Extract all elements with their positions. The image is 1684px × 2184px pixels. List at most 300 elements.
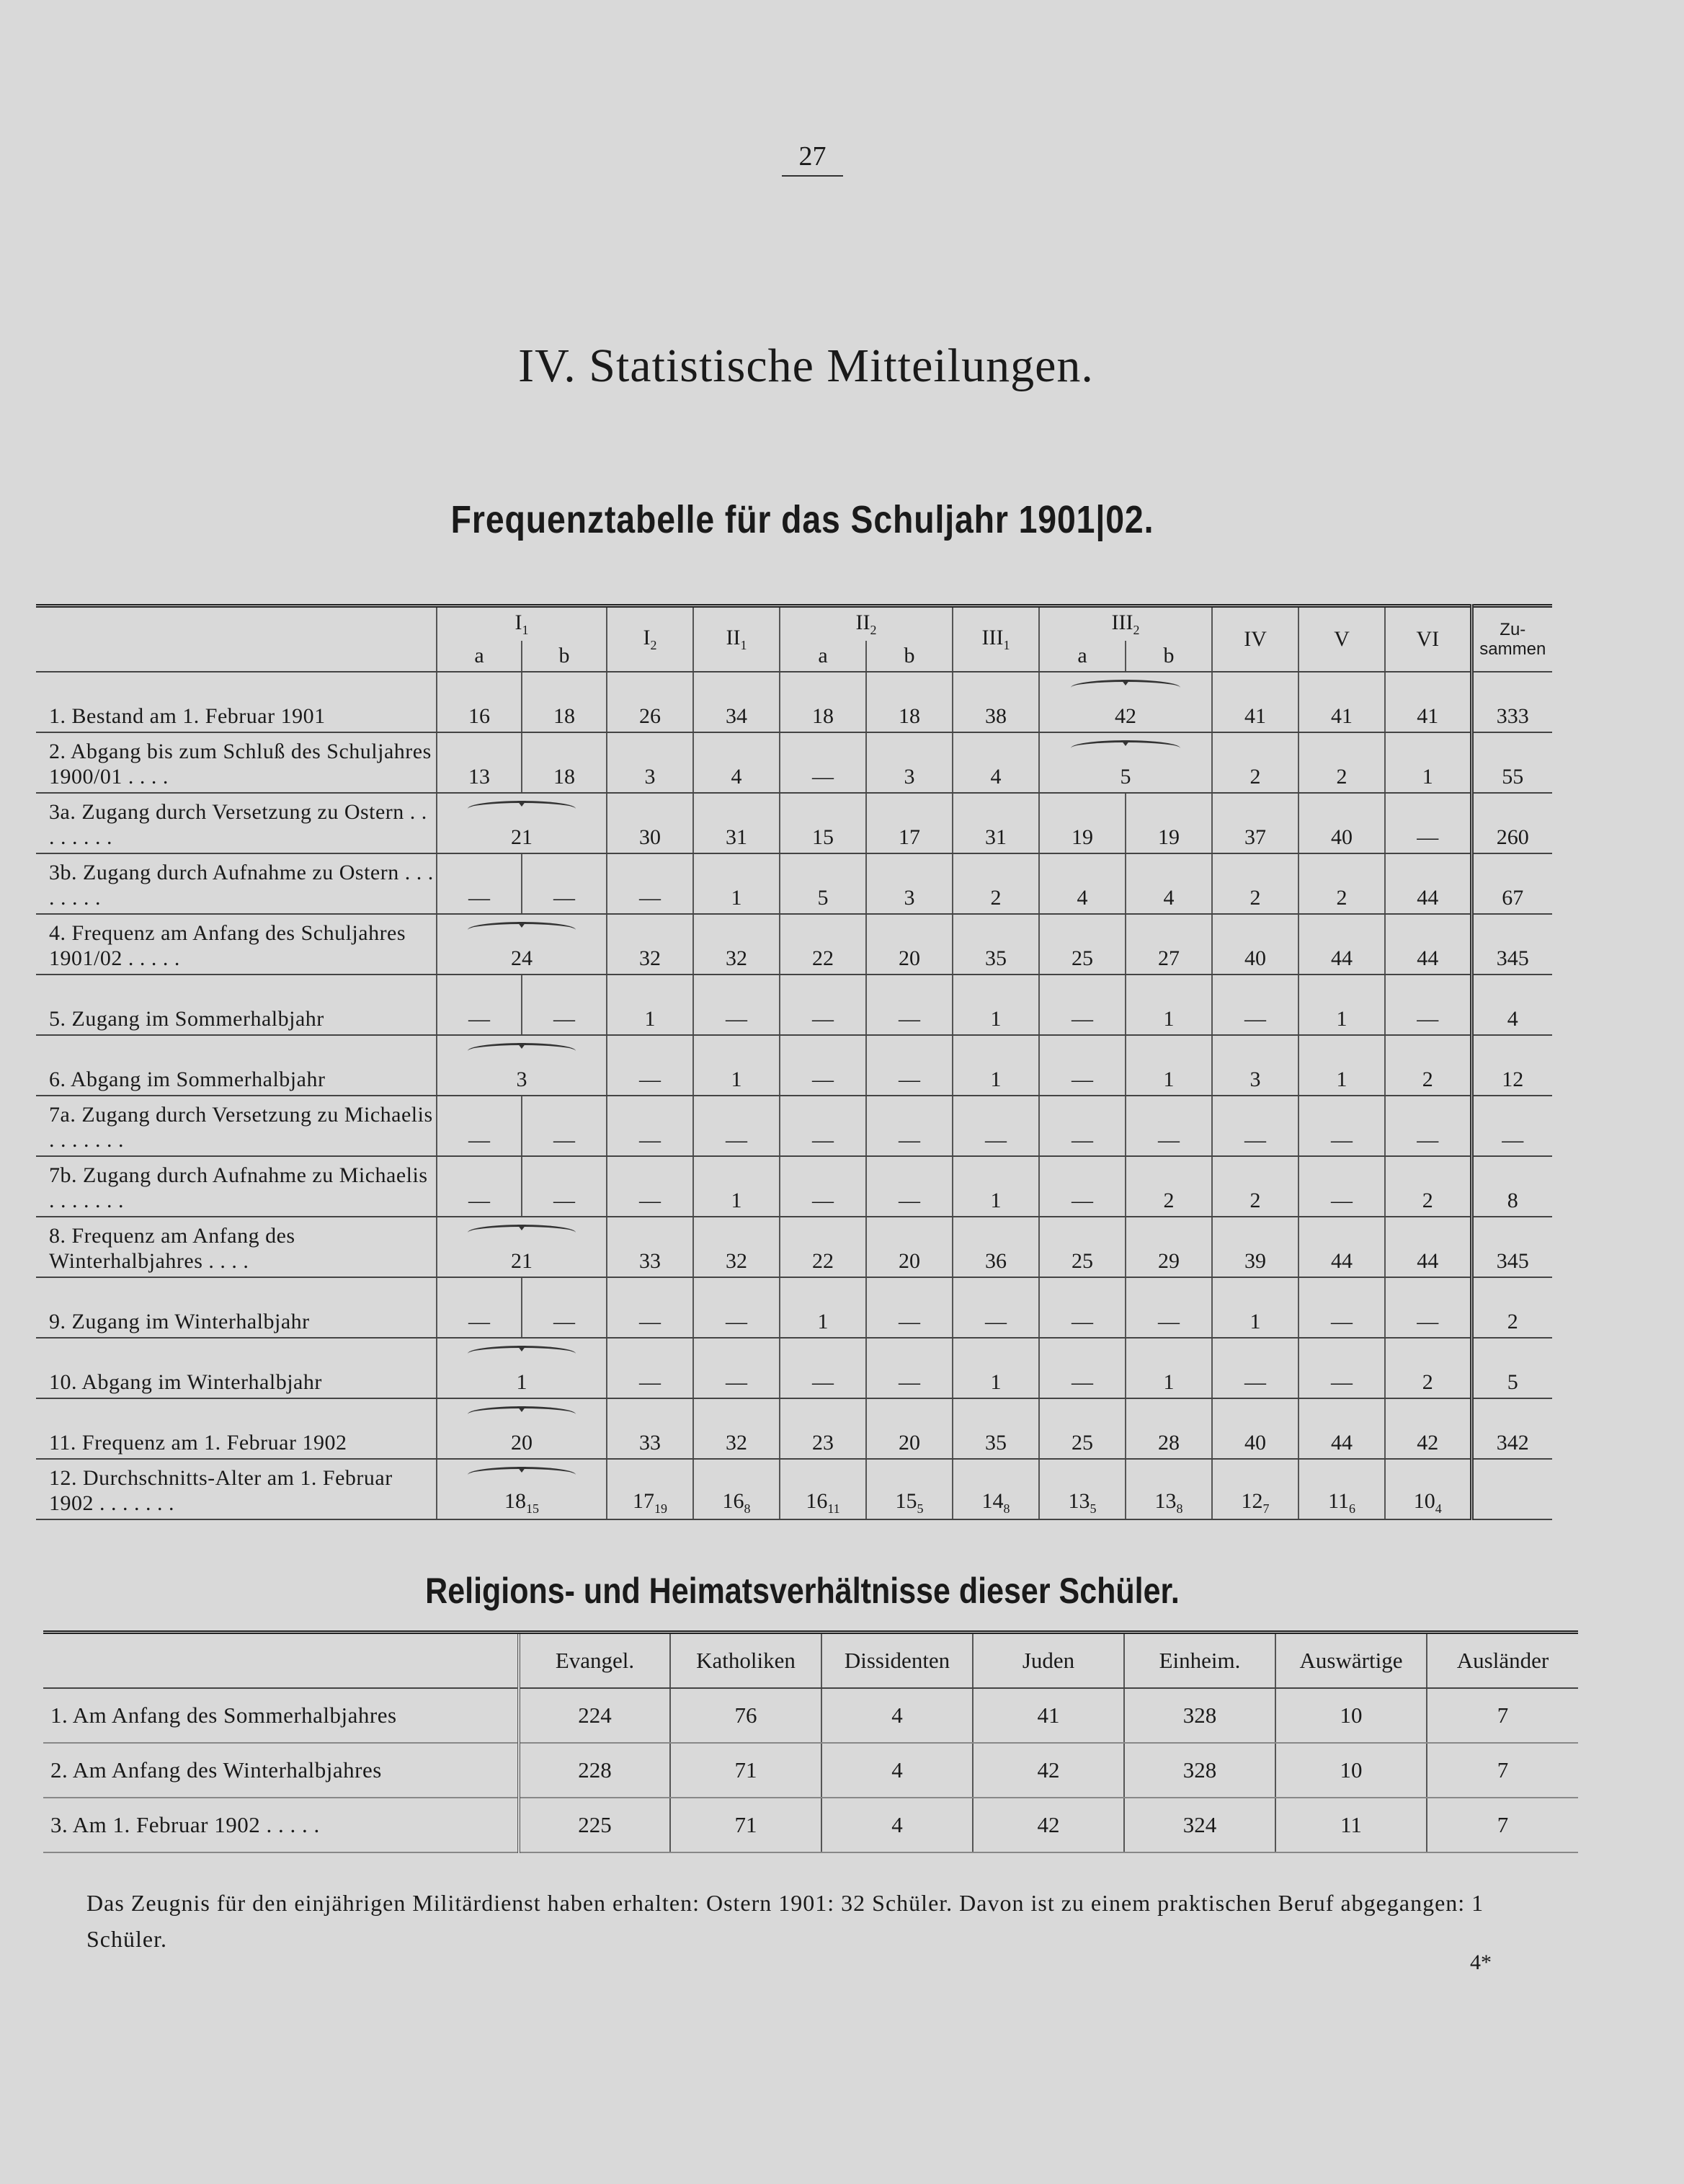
table-cell: — <box>1212 975 1298 1035</box>
class-header: $I_2$ <box>607 606 693 672</box>
religion-cell: 42 <box>973 1798 1124 1852</box>
table-cell: 333 <box>1471 672 1552 732</box>
table-cell: 2 <box>1212 853 1298 914</box>
table-cell: — <box>866 975 953 1035</box>
table-cell: — <box>693 1096 780 1156</box>
table-row <box>36 1338 1552 1398</box>
table-cell: 342 <box>1471 1398 1552 1459</box>
table-cell: — <box>693 1338 780 1398</box>
table-cell: 1 <box>1385 732 1471 793</box>
religion-cell: 42 <box>973 1743 1124 1798</box>
subdivision-header: b <box>866 641 953 672</box>
brace-mark <box>468 1043 576 1051</box>
religion-cell: 4 <box>821 1798 973 1852</box>
religion-row-label: 1. Am Anfang des Sommerhalbjahres <box>43 1688 519 1743</box>
table-row <box>36 853 1552 914</box>
religion-row <box>43 1688 1578 1743</box>
table-cell: — <box>437 853 522 914</box>
table-cell <box>1298 1459 1385 1519</box>
table-cell <box>1039 732 1212 793</box>
table-cell: 22 <box>780 914 866 975</box>
table-cell: 32 <box>693 1217 780 1277</box>
class-header: VI <box>1385 606 1471 672</box>
table-cell: 3 <box>866 732 953 793</box>
signature-mark: 4* <box>1470 1950 1492 1974</box>
decimal-subscript: 1 <box>1003 638 1010 653</box>
table-cell: 39 <box>1212 1217 1298 1277</box>
brace-mark <box>468 1346 576 1354</box>
class-header: IV <box>1212 606 1298 672</box>
decimal-subscript: 19 <box>654 1501 667 1516</box>
table-cell: 29 <box>1126 1217 1212 1277</box>
table-cell: — <box>522 1277 607 1338</box>
table-cell: — <box>1385 1277 1471 1338</box>
table-cell: 15 <box>780 793 866 853</box>
religion-cell: 76 <box>670 1688 821 1743</box>
table-cell <box>1212 1459 1298 1519</box>
total-header-top: Zu- <box>1500 619 1526 639</box>
table-cell: 5 <box>1471 1338 1552 1398</box>
table-cell: 2 <box>1212 732 1298 793</box>
religion-cell: 41 <box>973 1688 1124 1743</box>
subdivision-header: a <box>1039 641 1126 672</box>
cell-value: $18_{15}$ <box>504 1488 539 1516</box>
table-row <box>36 672 1552 732</box>
table-cell: 44 <box>1385 853 1471 914</box>
table-cell <box>1385 1459 1471 1519</box>
table-cell: — <box>522 975 607 1035</box>
decimal-subscript: 6 <box>1348 1501 1355 1516</box>
row-label: 3b. Zugang durch Aufnahme zu Ostern . . . . . . . . <box>36 853 437 914</box>
table-cell: 1 <box>1298 975 1385 1035</box>
table-cell: — <box>693 975 780 1035</box>
cell-value: $12_7$ <box>1241 1488 1270 1516</box>
table-cell: — <box>866 1156 953 1217</box>
table-cell: 26 <box>607 672 693 732</box>
decimal-subscript: 2 <box>650 638 657 653</box>
table-cell: — <box>437 1096 522 1156</box>
table-cell <box>437 1217 607 1277</box>
table-cell: 20 <box>866 1217 953 1277</box>
table-cell: 1 <box>1298 1035 1385 1096</box>
table-cell: 19 <box>1039 793 1126 853</box>
religion-cell: 4 <box>821 1688 973 1743</box>
table-cell: 1 <box>1126 1035 1212 1096</box>
table-cell: 35 <box>953 1398 1039 1459</box>
religion-column-header: Katholiken <box>670 1633 821 1689</box>
table-cell: 17 <box>866 793 953 853</box>
table-cell: 4 <box>1471 975 1552 1035</box>
brace-mark <box>468 1225 576 1233</box>
row-label: 5. Zugang im Sommerhalbjahr <box>36 975 437 1035</box>
table-cell: 44 <box>1385 914 1471 975</box>
table-cell: — <box>607 1035 693 1096</box>
table-cell: 2 <box>1298 853 1385 914</box>
cell-value: 24 <box>511 946 533 970</box>
religion-header-row <box>43 1633 1578 1689</box>
table-cell: 1 <box>953 1156 1039 1217</box>
decimal-subscript: 1 <box>522 623 529 637</box>
table-cell: — <box>1298 1096 1385 1156</box>
table-cell: — <box>1039 1096 1126 1156</box>
cell-value: 1 <box>516 1370 527 1394</box>
table-cell: — <box>522 853 607 914</box>
religion-row-label: 2. Am Anfang des Winterhalbjahres <box>43 1743 519 1798</box>
row-label: 11. Frequenz am 1. Februar 1902 <box>36 1398 437 1459</box>
table-cell: 2 <box>953 853 1039 914</box>
table-cell: 18 <box>866 672 953 732</box>
religion-cell: 7 <box>1427 1798 1578 1852</box>
class-header: $II_2$ <box>780 606 953 641</box>
table-cell: 1 <box>1126 1338 1212 1398</box>
religion-column-header: Auswärtige <box>1275 1633 1427 1689</box>
table-cell: 32 <box>607 914 693 975</box>
table-cell: 33 <box>607 1398 693 1459</box>
table-cell: 1 <box>607 975 693 1035</box>
table-cell: — <box>693 1277 780 1338</box>
table-cell <box>1039 672 1212 732</box>
table-cell: 3 <box>607 732 693 793</box>
religion-table <box>43 1630 1578 1853</box>
row-label: 6. Abgang im Sommerhalbjahr <box>36 1035 437 1096</box>
table-cell: 3 <box>1212 1035 1298 1096</box>
table-cell: 13 <box>437 732 522 793</box>
header-corner <box>36 606 437 672</box>
table-cell <box>607 1459 693 1519</box>
table-cell: — <box>1212 1096 1298 1156</box>
table-cell: — <box>607 1277 693 1338</box>
table-cell: 30 <box>607 793 693 853</box>
class-header: V <box>1298 606 1385 672</box>
table-cell <box>437 1035 607 1096</box>
brace-mark <box>468 801 576 809</box>
cell-value: 5 <box>1120 764 1131 789</box>
header-row-classes <box>36 606 1552 641</box>
table-cell: 27 <box>1126 914 1212 975</box>
table-cell: 2 <box>1126 1156 1212 1217</box>
table-cell: 18 <box>522 732 607 793</box>
table-cell: — <box>1385 1096 1471 1156</box>
religion-cell: 225 <box>519 1798 670 1852</box>
table-cell: 260 <box>1471 793 1552 853</box>
cell-value: $15_5$ <box>895 1488 924 1516</box>
table-cell: — <box>1298 1277 1385 1338</box>
table-cell: 1 <box>693 1156 780 1217</box>
table-cell <box>437 1338 607 1398</box>
decimal-subscript: 1 <box>740 638 747 653</box>
table-cell: 33 <box>607 1217 693 1277</box>
table-row <box>36 1096 1552 1156</box>
row-label: 3a. Zugang durch Versetzung zu Ostern . . . . . . . . <box>36 793 437 853</box>
decimal-subscript: 4 <box>1435 1501 1442 1516</box>
total-header-bottom: sammen <box>1479 639 1546 660</box>
table-cell: 2 <box>1385 1156 1471 1217</box>
table-cell: — <box>1385 793 1471 853</box>
row-label: 9. Zugang im Winterhalbjahr <box>36 1277 437 1338</box>
table-cell: 2 <box>1385 1338 1471 1398</box>
religion-cell: 11 <box>1275 1798 1427 1852</box>
table-cell <box>437 1459 607 1519</box>
religion-cell: 224 <box>519 1688 670 1743</box>
cell-value: $13_5$ <box>1068 1488 1097 1516</box>
cell-value: $13_8$ <box>1154 1488 1183 1516</box>
table-row <box>36 1156 1552 1217</box>
table-cell: 38 <box>953 672 1039 732</box>
table-cell: — <box>1039 1338 1126 1398</box>
cell-value: $10_4$ <box>1413 1488 1442 1516</box>
row-label: 7b. Zugang durch Aufnahme zu Michaelis . . . . . . . <box>36 1156 437 1217</box>
table-cell: 1 <box>953 975 1039 1035</box>
table-cell: 44 <box>1385 1217 1471 1277</box>
religion-cell: 324 <box>1124 1798 1275 1852</box>
table-cell: 41 <box>1298 672 1385 732</box>
table-cell: — <box>607 1338 693 1398</box>
row-label: 4. Frequenz am Anfang des Schuljahres 1901/02 . . . . . <box>36 914 437 975</box>
religion-title: Religions- und Heimatsverhältnisse dieser Schüler. <box>425 1571 1180 1611</box>
table-cell: 20 <box>866 1398 953 1459</box>
brace-mark <box>1071 680 1180 688</box>
cell-value: $17_{19}$ <box>633 1488 667 1516</box>
table-row <box>36 732 1552 793</box>
table-cell: 1 <box>1126 975 1212 1035</box>
table-cell: 22 <box>780 1217 866 1277</box>
table-cell: — <box>1471 1096 1552 1156</box>
subdivision-header: b <box>522 641 607 672</box>
table-cell: — <box>607 1156 693 1217</box>
decimal-subscript: 7 <box>1262 1501 1270 1516</box>
table-cell: 32 <box>693 1398 780 1459</box>
table-cell: — <box>607 1096 693 1156</box>
table-cell: 37 <box>1212 793 1298 853</box>
decimal-subscript: 5 <box>917 1501 924 1516</box>
class-header: $I_1$ <box>437 606 607 641</box>
table-row <box>36 1277 1552 1338</box>
table-cell: 40 <box>1212 1398 1298 1459</box>
table-cell: — <box>780 1156 866 1217</box>
brace-mark <box>468 922 576 930</box>
table-cell: 44 <box>1298 1217 1385 1277</box>
table-cell <box>1039 1459 1126 1519</box>
table-cell: — <box>1039 975 1126 1035</box>
decimal-subscript: 2 <box>870 623 877 637</box>
religion-cell: 7 <box>1427 1743 1578 1798</box>
cell-value: 20 <box>511 1430 533 1455</box>
table-cell <box>437 914 607 975</box>
table-cell: 25 <box>1039 1398 1126 1459</box>
decimal-subscript: 5 <box>1090 1501 1097 1516</box>
cell-value: 42 <box>1115 703 1137 728</box>
table-cell: 3 <box>866 853 953 914</box>
table-cell: 41 <box>1212 672 1298 732</box>
row-label: 10. Abgang im Winterhalbjahr <box>36 1338 437 1398</box>
table-cell: 35 <box>953 914 1039 975</box>
table-cell: — <box>437 1277 522 1338</box>
religion-cell: 7 <box>1427 1688 1578 1743</box>
religion-cell: 228 <box>519 1743 670 1798</box>
table-cell: 36 <box>953 1217 1039 1277</box>
religion-row-label: 3. Am 1. Februar 1902 . . . . . <box>43 1798 519 1852</box>
table-cell: 18 <box>780 672 866 732</box>
cell-value: $14_8$ <box>981 1488 1010 1516</box>
table-cell: — <box>1212 1338 1298 1398</box>
religion-cell: 10 <box>1275 1688 1427 1743</box>
religion-column-header: Ausländer <box>1427 1633 1578 1689</box>
table-cell: 2 <box>1212 1156 1298 1217</box>
table-cell: 5 <box>780 853 866 914</box>
table-row <box>36 1459 1552 1519</box>
table-cell: — <box>866 1035 953 1096</box>
table-cell <box>437 793 607 853</box>
table-row <box>36 1035 1552 1096</box>
table-cell: 20 <box>866 914 953 975</box>
table-cell: — <box>522 1096 607 1156</box>
table-cell: 4 <box>1126 853 1212 914</box>
religion-cell: 4 <box>821 1743 973 1798</box>
row-label: 7a. Zugang durch Versetzung zu Michaelis . . . . . . . <box>36 1096 437 1156</box>
table-cell: — <box>437 1156 522 1217</box>
religion-cell: 328 <box>1124 1688 1275 1743</box>
table-cell: 55 <box>1471 732 1552 793</box>
religion-cell: 71 <box>670 1743 821 1798</box>
table-cell: 44 <box>1298 1398 1385 1459</box>
table-cell: — <box>1298 1156 1385 1217</box>
table-cell: — <box>866 1096 953 1156</box>
table-row <box>36 914 1552 975</box>
subdivision-header: a <box>437 641 522 672</box>
table-cell: 32 <box>693 914 780 975</box>
table-cell: 4 <box>693 732 780 793</box>
table-cell <box>693 1459 780 1519</box>
religion-row <box>43 1743 1578 1798</box>
table-cell: — <box>1039 1035 1126 1096</box>
table-cell: 2 <box>1385 1035 1471 1096</box>
table-cell: 31 <box>693 793 780 853</box>
table-cell: 1 <box>780 1277 866 1338</box>
table-cell: — <box>780 975 866 1035</box>
class-header: $III_2$ <box>1039 606 1212 641</box>
table-cell: 1 <box>693 1035 780 1096</box>
subdivision-header: b <box>1126 641 1212 672</box>
table-cell: — <box>437 975 522 1035</box>
religion-column-header: Juden <box>973 1633 1124 1689</box>
table-row <box>36 975 1552 1035</box>
table-cell: — <box>522 1156 607 1217</box>
table-cell: — <box>953 1096 1039 1156</box>
table-cell: 1 <box>953 1338 1039 1398</box>
table-cell: 40 <box>1212 914 1298 975</box>
section-title: IV. Statistische Mitteilungen. <box>518 339 1094 392</box>
row-label: 1. Bestand am 1. Februar 1901 <box>36 672 437 732</box>
table-cell <box>780 1459 866 1519</box>
table-cell: 25 <box>1039 914 1126 975</box>
table-cell: 40 <box>1298 793 1385 853</box>
cell-value: 3 <box>516 1067 527 1091</box>
table-cell: — <box>866 1277 953 1338</box>
table-cell: 1 <box>693 853 780 914</box>
table-cell: 345 <box>1471 1217 1552 1277</box>
religion-cell: 328 <box>1124 1743 1275 1798</box>
table-cell: 1 <box>1212 1277 1298 1338</box>
table-cell: 42 <box>1385 1398 1471 1459</box>
table-row <box>36 1217 1552 1277</box>
decimal-subscript: 15 <box>526 1501 539 1516</box>
religion-row <box>43 1798 1578 1852</box>
table-cell: 41 <box>1385 672 1471 732</box>
table-cell: — <box>1298 1338 1385 1398</box>
religion-column-header: Dissidenten <box>821 1633 973 1689</box>
table-cell: — <box>1039 1156 1126 1217</box>
table-cell: — <box>1126 1277 1212 1338</box>
religion-column-header: Einheim. <box>1124 1633 1275 1689</box>
row-label: 8. Frequenz am Anfang des Winterhalbjahres . . . . <box>36 1217 437 1277</box>
table-cell: — <box>953 1277 1039 1338</box>
table-cell: — <box>780 1096 866 1156</box>
religion-cell: 10 <box>1275 1743 1427 1798</box>
frequency-table <box>36 604 1552 1520</box>
cell-value: 21 <box>511 1248 533 1273</box>
table-cell: — <box>1039 1277 1126 1338</box>
cell-value: $16_8$ <box>722 1488 751 1516</box>
table-cell: — <box>866 1338 953 1398</box>
table-cell: 4 <box>1039 853 1126 914</box>
table-cell <box>437 1398 607 1459</box>
table-title: Frequenztabelle für das Schuljahr 1901|02. <box>450 498 1154 541</box>
table-cell: 19 <box>1126 793 1212 853</box>
table-cell: — <box>780 732 866 793</box>
subdivision-header: a <box>780 641 866 672</box>
religion-column-header: Evangel. <box>519 1633 670 1689</box>
table-cell: 16 <box>437 672 522 732</box>
religion-cell: 71 <box>670 1798 821 1852</box>
table-cell: 4 <box>953 732 1039 793</box>
table-cell <box>1471 1459 1552 1519</box>
table-row <box>36 1398 1552 1459</box>
table-cell: 28 <box>1126 1398 1212 1459</box>
cell-value: 21 <box>511 825 533 849</box>
table-cell: 345 <box>1471 914 1552 975</box>
religion-corner <box>43 1633 519 1689</box>
decimal-subscript: 8 <box>744 1501 751 1516</box>
table-cell: 31 <box>953 793 1039 853</box>
table-cell: — <box>780 1338 866 1398</box>
cell-value: $11_6$ <box>1328 1488 1355 1516</box>
table-cell: — <box>780 1035 866 1096</box>
row-label: 12. Durchschnitts-Alter am 1. Februar 1902 . . . . . . . <box>36 1459 437 1519</box>
table-cell: 23 <box>780 1398 866 1459</box>
table-cell: — <box>607 853 693 914</box>
class-header: $III_1$ <box>953 606 1039 672</box>
table-cell <box>953 1459 1039 1519</box>
decimal-subscript: 8 <box>1176 1501 1183 1516</box>
table-cell <box>1126 1459 1212 1519</box>
footnote: Das Zeugnis für den einjährigen Militärdienst haben erhalten: Ostern 1901: 32 Schüler. Davon ist zu einem praktischen Beruf abgegangen: 1 Schüler. <box>86 1890 1484 1952</box>
table-cell: 2 <box>1471 1277 1552 1338</box>
table-cell: 1 <box>953 1035 1039 1096</box>
table-cell: 25 <box>1039 1217 1126 1277</box>
table-cell: — <box>1385 975 1471 1035</box>
decimal-subscript: 8 <box>1003 1501 1010 1516</box>
brace-mark <box>468 1467 576 1475</box>
row-label: 2. Abgang bis zum Schluß des Schuljahres 1900/01 . . . . <box>36 732 437 793</box>
table-cell: 34 <box>693 672 780 732</box>
table-cell: 67 <box>1471 853 1552 914</box>
cell-value: $16_{11}$ <box>806 1488 840 1516</box>
brace-mark <box>1071 740 1180 748</box>
table-cell: 12 <box>1471 1035 1552 1096</box>
table-row <box>36 793 1552 853</box>
decimal-subscript: 2 <box>1133 623 1140 637</box>
total-header <box>1471 606 1552 672</box>
